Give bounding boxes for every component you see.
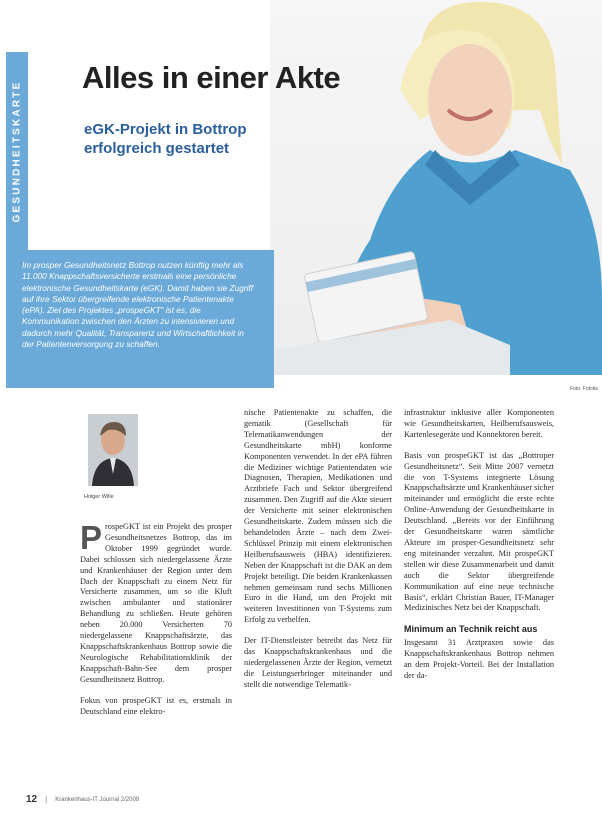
intro-box <box>6 250 274 388</box>
body-column-2 <box>244 408 392 701</box>
body-column-3 <box>404 408 554 692</box>
drop-cap: P <box>80 519 103 556</box>
section-label: GESUNDHEITSKARTE <box>11 80 23 222</box>
body-paragraph: nische Patientenakte zu schaffen, die gematik (Gesellschaft für Telematikanwendungen der Gesundheitskarte mbH) konforme Komponenten verwendet. In der ePA führen die Mediziner wichtige Patientendaten wie Diagnosen, Therapien, Medikationen und Arztbriefe Fach und Sektor übergreifend zusammen. Den Zugriff auf die Akte steuert der Versicherte mit seiner elektronischen Gesundheitskarte. Zudem müssen sich die behandelnden Ärzte – nach dem Zwei-Schlüssel Prinzip mit einem elektronischen Heilberufsausweis (HBA) identifizieren. Neben der Knappschaft ist die DAK an dem Projekt beteiligt. Die beiden Krankenkassen nehmen gemeinsam rund sechs Millionen Euro in die Hand, um den Projekt mit weiteren Investitionen von T-Systems zum Erfolg zu verhelfen. <box>244 408 392 625</box>
page-footer <box>26 794 139 805</box>
body-paragraph: Der IT-Dienstleister betreibt das Netz für das Knappschaftskrankenhaus und die niedergelassenen Ärzte der Region, vernetzt die Leistungserbringer miteinander und stellt die notwendige Telematik- <box>244 636 392 689</box>
section-subhead: Minimum an Technik reicht aus <box>404 624 538 635</box>
section-tab <box>6 52 28 250</box>
body-paragraph: Fokus von prospeGKT ist es, erstmals in Deutschland eine elektro- <box>80 695 232 716</box>
footer-separator: | <box>45 795 48 804</box>
body-paragraph: ProspeGKT ist ein Projekt des prosper Gesundheitsnetzes Bottrop, das im Oktober 1999 gegründet wurde. Dabei schlossen sich niedergelassene Ärzte und Krankenhäuser der Region unter dem Dach der Knappschaft zu einem Netz für Versicherte zusammen, um so die Kluft zwischen ambulanter und stationärer Behandlung zu schließen. Heute gehören neben 20.000 Versicherten 70 niedergelassene Knappschaftsärzte, das Knappschaftskrankenhaus Bottrop sowie die Neurologische Rehabilitationsklinik der Knappschaft-Bahn-See dem prosper Gesundheitsnetz Bottrop. <box>80 519 232 684</box>
intro-text: Im prosper Gesundheitsnetz Bottrop nutzen künftig mehr als 11.000 Knappschaftsversicherte erstmals eine persönliche elektronische Gesundheitskarte (eGK). Damit haben sie Zugriff auf ihre Sektor übergreifende elektronische Patientenakte (ePA). Ziel des Projektes „prospeGKT“ ist es, die Kommunikation zwischen den Ärzten zu intensivieren und dadurch mehr Qualität, Transparenz und Wirtschaftlichkeit in der Patientenversorgung zu schaffen. <box>22 260 254 350</box>
hero-photo <box>270 0 602 375</box>
portrait-caption: Holger Wille <box>84 494 114 500</box>
photo-credit: Foto: Fotolia <box>570 386 598 392</box>
body-paragraph: infrastruktur inklusive aller Komponenten wie Gesundheitskarten, Heilberufsausweis, Kartenlesegeräte und Konnektoren bereit. <box>404 408 554 439</box>
body-paragraph: Basis von prospeGKT ist das „Bottroper Gesundheitsnetz“. Seit Mitte 2007 vernetzt die von T-Systems integrierte Lösung Knappschaftsärzte und Krankenhäuser sicher miteinander und ermöglicht die erste echte Online-Anwendung der Gesundheitskarte in Deutschland. „Bereits vor der Einführung der Gesundheitskarte waren sämtliche Akteure im prosper-Gesundheitsnetz sehr eng miteinander verzahnt. Mit prospeGKT stellen wir diese Zusammenarbeit und damit auch die Sektor übergreifende Kommunikation auf eine neue technische Basis“, erklärt Christian Bauer, IT-Manager Medizinisches Netz bei der Knappschaft. <box>404 450 554 613</box>
body-paragraph: Insgesamt 31 Arztpraxen sowie das Knappschaftskrankenhaus Bottrop nehmen an dem Projekt-Vorteil. Bei der Installation der da- <box>404 638 554 680</box>
page-number: 12 <box>26 794 38 805</box>
publication-name: Krankenhaus-IT Journal 2/2009 <box>55 796 140 803</box>
article-title: Alles in einer Akte <box>82 60 341 95</box>
body-column-1 <box>80 519 232 727</box>
article-subtitle: eGK-Projekt in Bottrop erfolgreich gestartet <box>84 121 247 157</box>
author-portrait <box>88 414 138 486</box>
